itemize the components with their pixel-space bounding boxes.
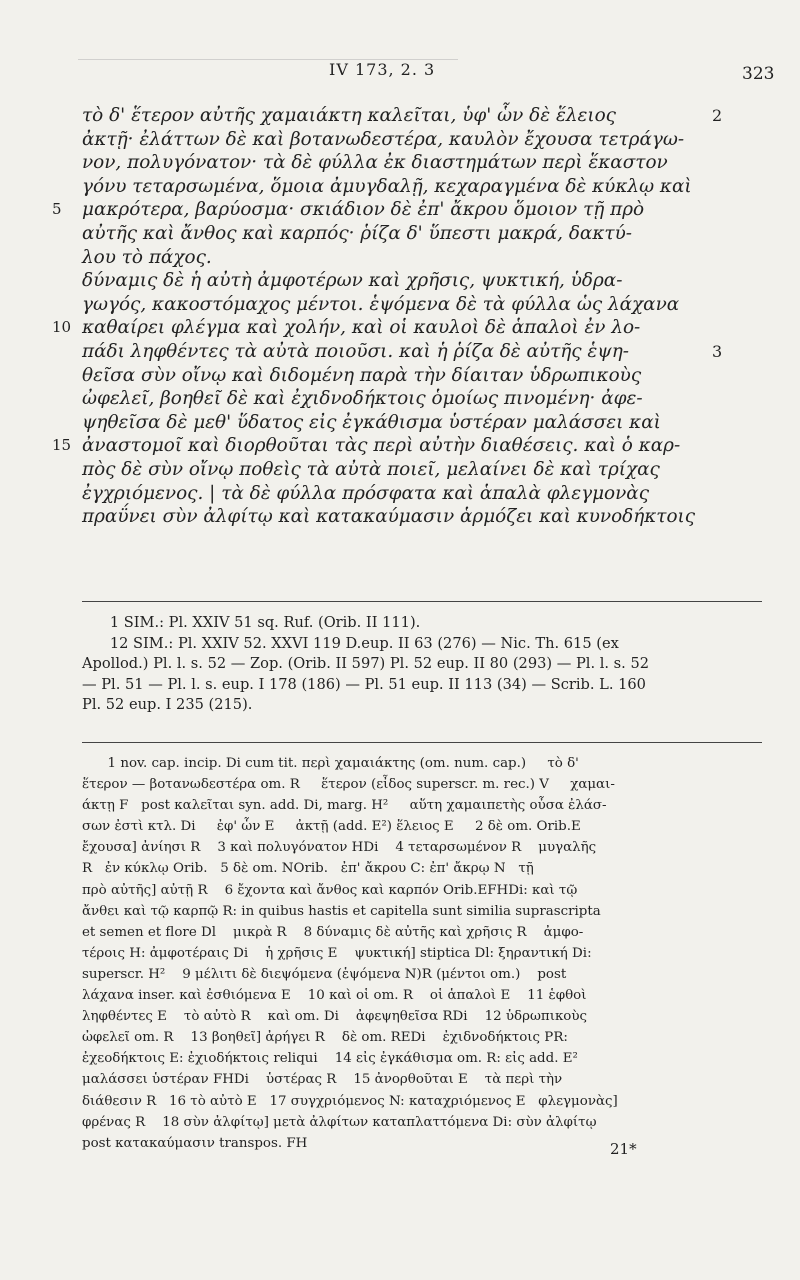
line-text: ἐγχριόμενος. | τὰ δὲ φύλλα πρόσφατα καὶ ἁπαλὰ φλεγμονὰς [82, 482, 650, 504]
apparatus-line: ὠφελεῖ om. R 13 βοηθεῖ] ἀρήγει R δὲ om. REDi ἐχιδνοδήκτοις PR: [82, 1030, 568, 1046]
line-text: γωγός, κακοστόμαχος μέντοι. ἑψόμενα δὲ τὰ φύλλα ὡς λάχανα [82, 293, 680, 315]
text-line [82, 482, 712, 506]
line-text: τὸ δ' ἕτερον αὐτῆς χαμαιάκτη καλεῖται, ὑφ' ὧν δὲ ἕλειος [82, 105, 616, 126]
apparatus-line: ἐχεοδήκτοις E: ἐχιοδήκτοις reliqui 14 εἰς ἐγκάθισμα om. R: εἰς add. E² [82, 1051, 578, 1067]
apparatus-line: διάθεσιν R 16 τὸ αὐτὸ E 17 συγχριόμενος N: καταχριόμενος E φλεγμονὰς] [82, 1093, 618, 1109]
text-line [82, 222, 712, 246]
margin-section-number: 2 [712, 106, 723, 125]
apparatus-line: ἕτερον — βοτανωδεστέρα om. R ἕτερον (εἶδος superscr. m. rec.) V χαμαι- [82, 777, 615, 793]
apparatus-line: σων ἐστὶ κτλ. Di ἐφ' ὧν E ἀκτῇ (add. E²) ἕλειος E 2 δὲ om. Orib.E [82, 819, 581, 835]
line-number: 5 [52, 200, 62, 219]
line-text: γόνυ τεταρσωμένα, ὅμοια ἀμυγδαλῇ, κεχαραγμένα δὲ κύκλῳ καὶ [82, 175, 692, 197]
line-text: αὐτῆς καὶ ἄνθος καὶ καρπός· ῥίζα δ' ὕπεστι μακρά, δακτύ- [82, 222, 632, 244]
text-line [82, 293, 712, 317]
line-text: ἀκτῇ· ἐλάττων δὲ καὶ βοτανωδεστέρα, καυλὸν ἔχουσα τετράγω- [82, 128, 685, 150]
apparatus-line: superscr. H² 9 μέλιτι δὲ διεψόμενα (ἑψόμενα N)R (μέντοι om.) post [82, 966, 567, 982]
sources-line: Apollod.) Pl. l. s. 52 — Zop. (Orib. II 597) Pl. 52 eup. II 80 (293) — Pl. l. s. 52 [82, 655, 650, 673]
apparatus-line: 1 nov. cap. incip. Di cum tit. περὶ χαμαιάκτης (om. num. cap.) τὸ δ' [82, 756, 579, 771]
line-text: πραΰνει σὺν ἀλφίτῳ καὶ κατακαύμασιν ἁρμόζει καὶ κυνοδήκτοις [82, 506, 696, 528]
sources-apparatus [82, 613, 762, 716]
main-text [52, 104, 723, 529]
sources-line: Pl. 52 eup. I 235 (215). [82, 696, 253, 714]
apparatus-line: R ἐν κύκλῳ Orib. 5 δὲ om. NOrib. ἐπ' ἄκρου C: ἐπ' ἄκρῳ N τῇ [82, 861, 534, 877]
page-number: 323 [742, 64, 775, 84]
text-line [52, 198, 712, 222]
text-line [82, 104, 723, 128]
apparatus-line: τέροις H: ἀμφοτέραις Di ἡ χρῆσις E ψυκτική] stiptica Dl: ξηραντική Di: [82, 945, 592, 961]
apparatus-line: ἔχουσα] ἀνίησι R 3 καὶ πολυγόνατον HDi 4 τεταρσωμένον R μυγαλῆς [82, 840, 597, 856]
running-head: IV 173, 2. 3 [329, 60, 436, 79]
signature-mark: 21* [610, 1140, 637, 1158]
text-line [82, 458, 712, 482]
line-text: πὸς δὲ σὺν οἴνῳ ποθεὶς τὰ αὐτὰ ποιεῖ, μελαίνει δὲ καὶ τρίχας [82, 458, 660, 480]
sources-line: — Pl. 51 — Pl. l. s. eup. I 178 (186) — Pl. 51 eup. II 113 (34) — Scrib. L. 160 [82, 675, 646, 693]
apparatus-line: φρένας R 18 σὺν ἀλφίτῳ] μετὰ ἀλφίτων καταπλαττόμενα Di: σὺν ἀλφίτῳ [82, 1114, 597, 1130]
text-line [82, 246, 712, 270]
line-number: 10 [52, 318, 72, 337]
apparatus-line: άκτῃ F post καλεῖται syn. add. Di, marg. H² αὕτη χαμαιπετὴς οὖσα ἐλάσ- [82, 798, 607, 814]
text-line [82, 269, 712, 293]
apparatus-line: λάχανα inser. καὶ ἐσθιόμενα E 10 καὶ οἱ om. R οἱ ἁπαλοὶ E 11 ἑφθοὶ [82, 988, 587, 1004]
apparatus-line: πρὸ αὐτῆς] αὐτῇ R 6 ἔχοντα καὶ ἄνθος καὶ καρπόν Orib.EFHDi: καὶ τῷ [82, 882, 578, 898]
text-line [82, 128, 712, 152]
apparatus-line: post κατακαύμασιν transpos. FH [82, 1135, 308, 1151]
divider-rule [82, 742, 762, 743]
line-text: νον, πολυγόνατον· τὰ δὲ φύλλα ἐκ διαστημάτων περὶ ἕκαστον [82, 152, 668, 174]
apparatus-line: ἄνθει καὶ τῷ καρπῷ R: in quibus hastis et capitella sunt similia suprascripta [82, 903, 601, 919]
apparatus-line: ληφθέντες E τὸ αὐτὸ R καὶ om. Di ἀφεψηθεῖσα RDi 12 ὑδρωπικοὺς [82, 1009, 588, 1025]
text-line [82, 505, 712, 529]
critical-apparatus [82, 753, 762, 1154]
text-line [82, 175, 712, 199]
divider-rule [82, 601, 762, 602]
text-line [82, 151, 712, 175]
sources-line: 12 SIM.: Pl. XXIV 52. XXVI 119 D.eup. II 63 (276) — Nic. Th. 615 (ex [82, 634, 619, 652]
line-text: δύναμις δὲ ἡ αὐτὴ ἀμφοτέρων καὶ χρῆσις, ψυκτική, ὑδρα- [82, 270, 623, 292]
text-line [52, 434, 712, 458]
text-line [52, 316, 712, 340]
sources-line: 1 SIM.: Pl. XXIV 51 sq. Ruf. (Orib. II 111). [82, 614, 421, 631]
text-line [82, 411, 712, 435]
line-text: πάδι ληφθέντες τὰ αὐτὰ ποιοῦσι. καὶ ἡ ῥίζα δὲ αὐτῆς ἑψη- [82, 340, 629, 362]
line-text: ἀναστομοῖ καὶ διορθοῦται τὰς περὶ αὐτὴν διαθέσεις. καὶ ὁ καρ- [82, 435, 681, 457]
text-line [82, 387, 712, 411]
line-text: ὠφελεῖ, βοηθεῖ δὲ καὶ ἐχιδνοδήκτοις ὁμοίως πινομένη· ἀφε- [82, 388, 643, 410]
line-text: λου τὸ πάχος. [82, 246, 212, 268]
text-line [82, 340, 723, 364]
line-text: μακρότερα, βαρύοσμα· σκιάδιον δὲ ἐπ' ἄκρου ὅμοιον τῇ πρὸ [82, 199, 645, 221]
apparatus-line: μαλάσσει ὑστέραν FHDi ὑστέρας R 15 ἀνορθοῦται E τὰ περὶ τὴν [82, 1072, 563, 1088]
margin-section-number: 3 [712, 341, 723, 361]
line-text: ψηθεῖσα δὲ μεθ' ὕδατος εἰς ἐγκάθισμα ὑστέραν μαλάσσει καὶ [82, 411, 661, 433]
line-text: καθαίρει φλέγμα καὶ χολήν, καὶ οἱ καυλοὶ δὲ ἁπαλοὶ ἐν λο- [82, 317, 641, 339]
text-line [82, 364, 712, 388]
apparatus-line: et semen et flore Dl μικρὰ R 8 δύναμις δὲ αὐτῆς καὶ χρῆσις R ἀμφο- [82, 924, 584, 940]
line-text: θεῖσα σὺν οἴνῳ καὶ διδομένη παρὰ τὴν δίαιταν ὑδρωπικοὺς [82, 364, 642, 386]
line-number: 15 [52, 436, 72, 455]
